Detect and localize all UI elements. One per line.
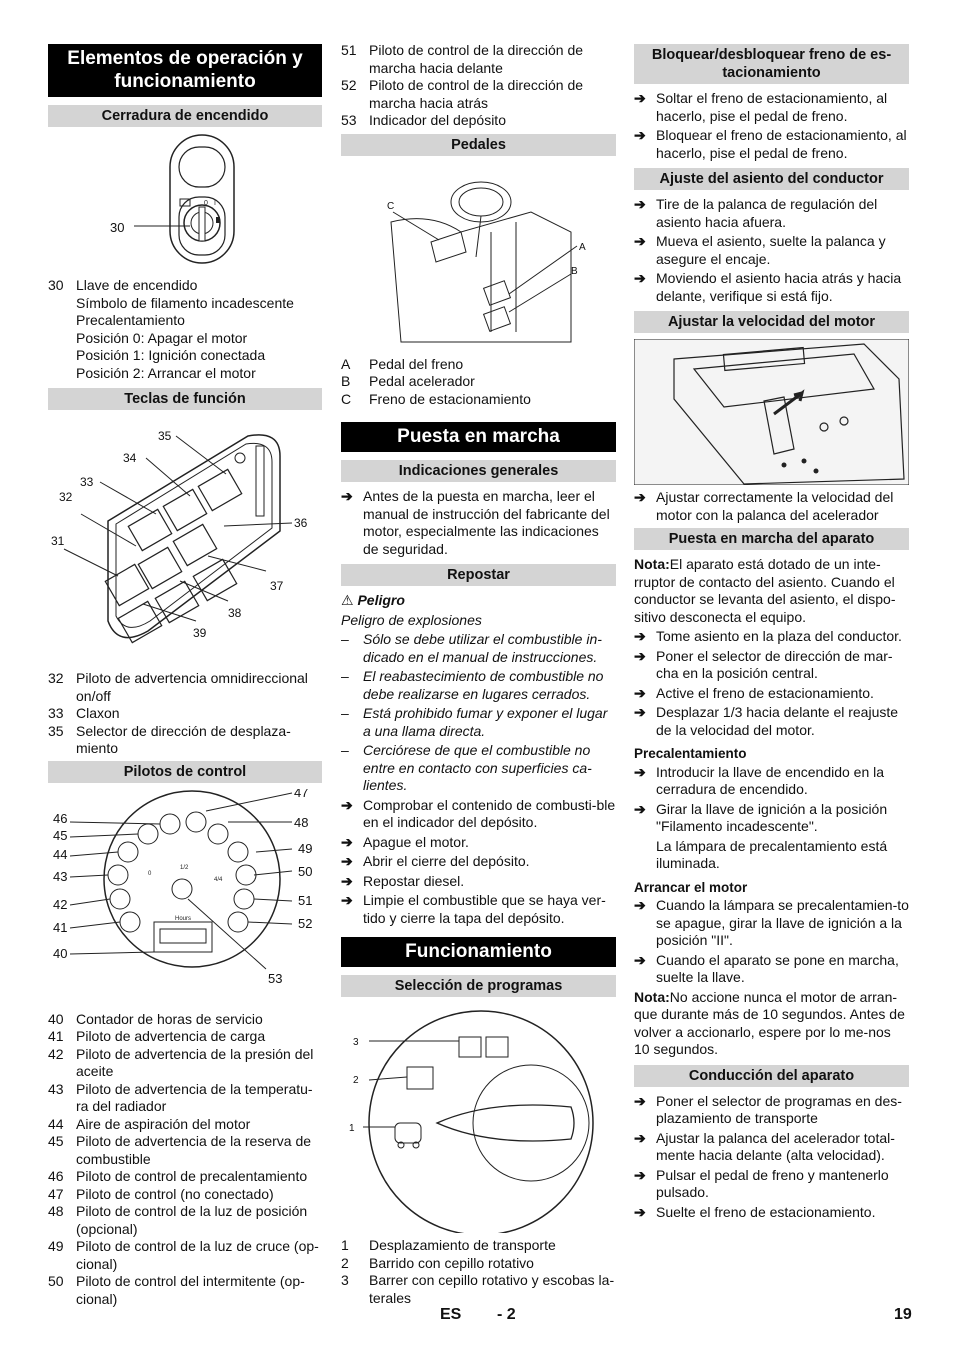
danger-label: Peligro bbox=[357, 592, 405, 608]
callout-44: 44 bbox=[53, 846, 68, 862]
pilots-heading: Pilotos de control bbox=[48, 761, 322, 783]
item-number: C bbox=[341, 390, 352, 407]
arrow-right-icon: ➔ bbox=[634, 684, 646, 701]
step-item bbox=[634, 897, 909, 950]
note-label: Nota: bbox=[634, 556, 670, 572]
numbered-item bbox=[341, 1255, 616, 1273]
step-item bbox=[634, 952, 909, 987]
callout-A: A bbox=[579, 241, 586, 253]
item-text: Pedal del freno bbox=[369, 355, 464, 372]
numbered-item bbox=[48, 1273, 322, 1308]
drive-heading: Conducción del aparato bbox=[634, 1065, 909, 1087]
item-text: Contador de horas de servicio bbox=[76, 1010, 263, 1027]
step-text: Sólo se debe utilizar el combustible in-dicado en el manual de instrucciones. bbox=[363, 631, 602, 665]
function-keys-figure bbox=[48, 416, 322, 666]
numbered-item bbox=[341, 391, 616, 409]
step-text: Tome asiento en la plaza del conductor. bbox=[656, 628, 902, 644]
step-text: El reabastecimiento de combustible no debe realizarse en lugares cerrados. bbox=[363, 668, 604, 702]
footer-section: - 2 bbox=[497, 1306, 516, 1323]
item-number: 45 bbox=[48, 1133, 64, 1149]
item-number: A bbox=[341, 355, 351, 372]
program-selector-figure bbox=[341, 1003, 616, 1233]
item-number: 3 bbox=[341, 1272, 349, 1288]
step-text: Abrir el cierre del depósito. bbox=[363, 853, 530, 869]
callout-48: 48 bbox=[294, 814, 309, 830]
item-number: 51 bbox=[341, 42, 357, 58]
general-heading: Indicaciones generales bbox=[341, 460, 616, 482]
ignition-lock-figure bbox=[48, 133, 322, 273]
step-item bbox=[634, 648, 909, 683]
callout-37: 37 bbox=[270, 579, 284, 593]
item-text bbox=[76, 277, 322, 382]
item-line: Precalentamiento bbox=[76, 312, 185, 328]
step-item bbox=[634, 233, 909, 268]
pedals-heading: Pedales bbox=[341, 134, 616, 156]
section-title-startup: Puesta en marcha bbox=[341, 422, 616, 452]
callout-42: 42 bbox=[53, 896, 68, 912]
arrow-right-icon: ➔ bbox=[634, 489, 646, 505]
arrow-right-icon: ➔ bbox=[634, 1129, 646, 1146]
arrow-right-icon: ➔ bbox=[341, 488, 353, 504]
step-item bbox=[634, 127, 909, 162]
step-text: Repostar diesel. bbox=[363, 872, 465, 889]
callout-38: 38 bbox=[228, 606, 242, 620]
item-line: Posición 0: Apagar el motor bbox=[76, 329, 248, 346]
footer-lang: ES bbox=[440, 1306, 462, 1323]
numbered-item bbox=[48, 1011, 322, 1029]
arrow-right-icon: ➔ bbox=[634, 800, 646, 817]
callout-36: 36 bbox=[294, 516, 308, 530]
warning-item bbox=[341, 668, 616, 703]
item-text: Piloto de advertencia omnidireccional on/off bbox=[76, 670, 308, 704]
arrow-right-icon: ➔ bbox=[634, 270, 646, 286]
callout-47: 47 bbox=[294, 788, 309, 800]
arrow-right-icon: ➔ bbox=[634, 196, 646, 212]
step-item bbox=[341, 797, 616, 832]
arrow-right-icon: ➔ bbox=[341, 796, 353, 813]
numbered-item bbox=[48, 1238, 322, 1273]
callout-1: 1 bbox=[349, 1123, 355, 1134]
gauge-half-label: 1/2 bbox=[180, 864, 189, 871]
step-text: Comprobar el contenido de combusti-ble en el indicador del depósito. bbox=[363, 796, 616, 830]
step-item bbox=[634, 764, 909, 799]
numbered-item bbox=[48, 1168, 322, 1186]
item-text: Piloto de control (no conectado) bbox=[76, 1185, 274, 1202]
danger-subtitle: Peligro de explosiones bbox=[341, 611, 482, 628]
item-text: Indicador del depósito bbox=[369, 112, 506, 128]
step-text: Cuando la lámpara se precalentamien-to se apague, girar la llave de ignición a la posición "II". bbox=[656, 897, 909, 948]
arrow-right-icon: ➔ bbox=[341, 892, 353, 908]
step-text: Está prohibido fumar y exponer el lugar a una llama directa. bbox=[363, 705, 608, 739]
item-text: Piloto de advertencia de la presión del aceite bbox=[76, 1045, 314, 1079]
warning-item bbox=[341, 742, 616, 795]
item-text: Piloto de control del intermitente (op-cional) bbox=[76, 1273, 305, 1307]
numbered-item bbox=[341, 77, 616, 112]
item-number: 50 bbox=[48, 1273, 64, 1289]
numbered-item bbox=[48, 1116, 322, 1134]
column-2 bbox=[341, 42, 616, 1307]
step-text: Cuando el aparato se pone en marcha, suelte la llave. bbox=[656, 951, 899, 985]
step-text: Ajustar la palanca del acelerador total-mente hacia delante (alta velocidad). bbox=[656, 1129, 895, 1163]
dash-bullet: – bbox=[341, 742, 349, 758]
item-number: 40 bbox=[48, 1010, 64, 1027]
step-item bbox=[634, 1130, 909, 1165]
item-text: Barrer con cepillo rotativo y escobas la-terales bbox=[369, 1272, 615, 1306]
dash-bullet: – bbox=[341, 668, 349, 684]
callout-45: 45 bbox=[53, 827, 68, 843]
item-text: Aire de aspiración del motor bbox=[76, 1115, 251, 1132]
step-text: Active el freno de estacionamiento. bbox=[656, 684, 874, 701]
item-line: Posición 2: Arrancar el motor bbox=[76, 364, 256, 381]
numbered-item bbox=[48, 1203, 322, 1238]
arrow-right-icon: ➔ bbox=[634, 90, 646, 106]
page-footer bbox=[0, 1306, 954, 1330]
start-heading: Puesta en marcha del aparato bbox=[634, 528, 909, 550]
step-item bbox=[634, 489, 909, 524]
note2-text: No accione nunca el motor de arran-que durante más de 10 segundos. Antes de volver a accionarlo, espere por lo me-nos 10 segundos. bbox=[634, 988, 905, 1057]
step-item bbox=[341, 488, 616, 558]
callout-33: 33 bbox=[80, 475, 94, 489]
callout-53: 53 bbox=[268, 970, 283, 986]
warning-item bbox=[341, 631, 616, 666]
hours-label: Hours bbox=[175, 915, 192, 922]
arrow-right-icon: ➔ bbox=[634, 951, 646, 968]
note-text: El aparato está dotado de un inte-rruptor de contacto del asiento. Cuando el conductor se levanta del asiento, el dispo-sitivo desconecta el equipo. bbox=[634, 556, 896, 625]
item-number: 35 bbox=[48, 722, 64, 739]
preheat-follow: La lámpara de precalentamiento está iluminada. bbox=[656, 837, 888, 871]
item-number: 30 bbox=[48, 277, 64, 293]
step-item bbox=[341, 873, 616, 891]
numbered-item bbox=[48, 1133, 322, 1168]
item-number: 49 bbox=[48, 1238, 64, 1254]
item-text: Pedal acelerador bbox=[369, 373, 475, 389]
item-number: 32 bbox=[48, 670, 64, 686]
item-line: Posición 1: Ignición conectada bbox=[76, 347, 266, 363]
step-item bbox=[341, 853, 616, 871]
callout-30: 30 bbox=[110, 220, 125, 235]
callout-34: 34 bbox=[123, 451, 137, 465]
step-item bbox=[634, 1167, 909, 1202]
callout-46: 46 bbox=[53, 810, 68, 826]
callout-50: 50 bbox=[298, 863, 313, 879]
item-number: 2 bbox=[341, 1254, 349, 1271]
item-number: B bbox=[341, 373, 351, 389]
item-text: Barrido con cepillo rotativo bbox=[369, 1254, 534, 1271]
callout-32: 32 bbox=[59, 490, 73, 504]
callout-41: 41 bbox=[53, 919, 68, 935]
gauge-full-label: 4/4 bbox=[214, 876, 223, 883]
item-number: 53 bbox=[341, 112, 357, 128]
step-item bbox=[634, 270, 909, 305]
item-number: 1 bbox=[341, 1237, 349, 1253]
step-text: Mueva el asiento, suelte la palanca y asegure el encaje. bbox=[656, 233, 886, 267]
svg-text:I: I bbox=[214, 200, 216, 207]
arrow-right-icon: ➔ bbox=[634, 233, 646, 249]
keys-heading: Teclas de función bbox=[48, 388, 322, 410]
column-1 bbox=[48, 42, 322, 1308]
warning-item bbox=[341, 705, 616, 740]
programs-heading: Selección de programas bbox=[341, 975, 616, 997]
item-number: 44 bbox=[48, 1115, 64, 1132]
control-pilots-figure bbox=[48, 789, 322, 1007]
step-text: Tire de la palanca de regulación del asiento hacia afuera. bbox=[656, 196, 878, 230]
arrow-right-icon: ➔ bbox=[634, 1203, 646, 1220]
numbered-item bbox=[341, 356, 616, 374]
arrow-right-icon: ➔ bbox=[341, 833, 353, 850]
item-number: 41 bbox=[48, 1028, 64, 1044]
numbered-item bbox=[341, 373, 616, 391]
step-text: Apague el motor. bbox=[363, 833, 469, 850]
callout-2: 2 bbox=[353, 1075, 359, 1086]
step-item bbox=[634, 801, 909, 836]
refuel-heading: Repostar bbox=[341, 564, 616, 586]
step-text: Soltar el freno de estacionamiento, al hacerlo, pise el pedal de freno. bbox=[656, 90, 888, 124]
brake-heading: Bloquear/desbloquear freno de es-tacionamiento bbox=[634, 44, 909, 84]
dash-bullet: – bbox=[341, 631, 349, 647]
numbered-item bbox=[48, 670, 322, 705]
step-item bbox=[634, 196, 909, 231]
step-text: Pulsar el pedal de freno y mantenerlo pulsado. bbox=[656, 1166, 889, 1200]
step-text: Introducir la llave de encendido en la cerradura de encendido. bbox=[656, 763, 885, 797]
step-text: Cerciórese de que el combustible no entre en contacto con superficies ca-lientes. bbox=[363, 742, 592, 793]
step-item bbox=[634, 628, 909, 646]
step-item bbox=[341, 834, 616, 852]
numbered-item bbox=[341, 112, 616, 130]
arrow-right-icon: ➔ bbox=[634, 127, 646, 143]
arrow-right-icon: ➔ bbox=[341, 853, 353, 869]
item-text: Piloto de control de la dirección de marcha hacia delante bbox=[369, 42, 584, 76]
item-text: Piloto de advertencia de carga bbox=[76, 1028, 266, 1044]
step-text: Poner el selector de dirección de mar-cha en la posición central. bbox=[656, 647, 893, 681]
item-number: 33 bbox=[48, 705, 64, 721]
callout-3: 3 bbox=[353, 1037, 359, 1048]
item-text: Piloto de control de la luz de posición (opcional) bbox=[76, 1203, 308, 1237]
callout-43: 43 bbox=[53, 868, 68, 884]
callout-40: 40 bbox=[53, 945, 68, 961]
item-line: Llave de encendido bbox=[76, 277, 198, 293]
callout-31: 31 bbox=[51, 534, 65, 548]
item-text: Piloto de advertencia de la reserva de combustible bbox=[76, 1133, 312, 1167]
numbered-item bbox=[48, 1081, 322, 1116]
ignition-heading: Cerradura de encendido bbox=[48, 105, 322, 127]
gauge-zero-label: 0 bbox=[148, 870, 152, 877]
numbered-item bbox=[48, 723, 322, 758]
item-line: Símbolo de filamento incadescente bbox=[76, 294, 294, 311]
step-item bbox=[341, 892, 616, 927]
step-item bbox=[634, 1204, 909, 1222]
callout-C: C bbox=[387, 200, 395, 212]
item-text: Piloto de advertencia de la temperatu-ra del radiador bbox=[76, 1080, 313, 1114]
svg-text:0: 0 bbox=[204, 200, 208, 207]
item-text: Piloto de control de precalentamiento bbox=[76, 1168, 308, 1184]
arrow-right-icon: ➔ bbox=[634, 763, 646, 780]
arrow-right-icon: ➔ bbox=[634, 1166, 646, 1183]
step-text: Limpie el combustible que se haya ver-tido y cierre la tapa del depósito. bbox=[363, 892, 606, 926]
callout-B: B bbox=[571, 265, 578, 277]
step-text: Desplazar 1/3 hacia delante el reajuste de la velocidad del motor. bbox=[656, 704, 899, 738]
item-number: 48 bbox=[48, 1203, 64, 1219]
column-3 bbox=[634, 42, 909, 1223]
dash-bullet: – bbox=[341, 705, 349, 721]
numbered-item bbox=[48, 1186, 322, 1204]
item-text: Piloto de control de la dirección de marcha hacia atrás bbox=[369, 77, 584, 111]
section-title-operation: Elementos de operación y funcionamiento bbox=[48, 44, 322, 97]
step-text: Bloquear el freno de estacionamiento, al hacerlo, pise el pedal de freno. bbox=[656, 127, 907, 161]
step-text: Antes de la puesta en marcha, leer el manual de instrucción del fabricante del motor, especialmente las indicaciones de seguridad. bbox=[363, 488, 610, 557]
step-item bbox=[634, 1093, 909, 1128]
throttle-figure bbox=[634, 339, 909, 485]
numbered-item bbox=[48, 277, 322, 382]
callout-51: 51 bbox=[298, 892, 313, 908]
engine-title: Arrancar el motor bbox=[634, 879, 748, 895]
preheat-title: Precalentamiento bbox=[634, 746, 747, 761]
item-number: 47 bbox=[48, 1185, 64, 1202]
arrow-right-icon: ➔ bbox=[634, 628, 646, 644]
warning-triangle-icon: ⚠ bbox=[341, 592, 354, 608]
item-number: 42 bbox=[48, 1045, 64, 1062]
step-item bbox=[634, 704, 909, 739]
callout-39: 39 bbox=[193, 626, 207, 640]
step-text: Moviendo el asiento hacia atrás y hacia delante, verifique si está fijo. bbox=[656, 270, 902, 304]
step-text: Ajustar correctamente la velocidad del motor con la palanca del acelerador bbox=[656, 489, 894, 523]
step-item bbox=[634, 90, 909, 125]
note2-label: Nota: bbox=[634, 988, 670, 1005]
item-number: 52 bbox=[341, 77, 357, 93]
callout-49: 49 bbox=[298, 840, 313, 856]
item-number: 46 bbox=[48, 1168, 64, 1184]
step-text: Suelte el freno de estacionamiento. bbox=[656, 1203, 876, 1220]
numbered-item bbox=[48, 1028, 322, 1046]
arrow-right-icon: ➔ bbox=[634, 897, 646, 913]
item-number: 43 bbox=[48, 1080, 64, 1097]
numbered-item bbox=[341, 1237, 616, 1255]
numbered-item bbox=[341, 1272, 616, 1307]
item-text: Selector de dirección de desplaza-miento bbox=[76, 722, 291, 756]
speed-heading: Ajustar la velocidad del motor bbox=[634, 311, 909, 333]
step-item bbox=[634, 685, 909, 703]
numbered-item bbox=[48, 705, 322, 723]
item-text: Claxon bbox=[76, 705, 120, 721]
footer-page-number: 19 bbox=[894, 1306, 912, 1323]
item-text: Freno de estacionamiento bbox=[369, 390, 531, 407]
step-text: Poner el selector de programas en des-plazamiento de transporte bbox=[656, 1092, 902, 1126]
arrow-right-icon: ➔ bbox=[341, 872, 353, 889]
pedals-figure bbox=[341, 162, 616, 352]
item-text: Piloto de control de la luz de cruce (op-cional) bbox=[76, 1238, 319, 1272]
callout-52: 52 bbox=[298, 915, 313, 931]
arrow-right-icon: ➔ bbox=[634, 1092, 646, 1109]
seat-heading: Ajuste del asiento del conductor bbox=[634, 168, 909, 190]
arrow-right-icon: ➔ bbox=[634, 704, 646, 720]
item-text: Desplazamiento de transporte bbox=[369, 1237, 556, 1253]
section-title-operation-2: Funcionamiento bbox=[341, 937, 616, 967]
numbered-item bbox=[48, 1046, 322, 1081]
step-text: Girar la llave de ignición a la posición "Filamento incadescente". bbox=[656, 800, 888, 834]
numbered-item bbox=[341, 42, 616, 77]
arrow-right-icon: ➔ bbox=[634, 647, 646, 664]
callout-35: 35 bbox=[158, 429, 172, 443]
